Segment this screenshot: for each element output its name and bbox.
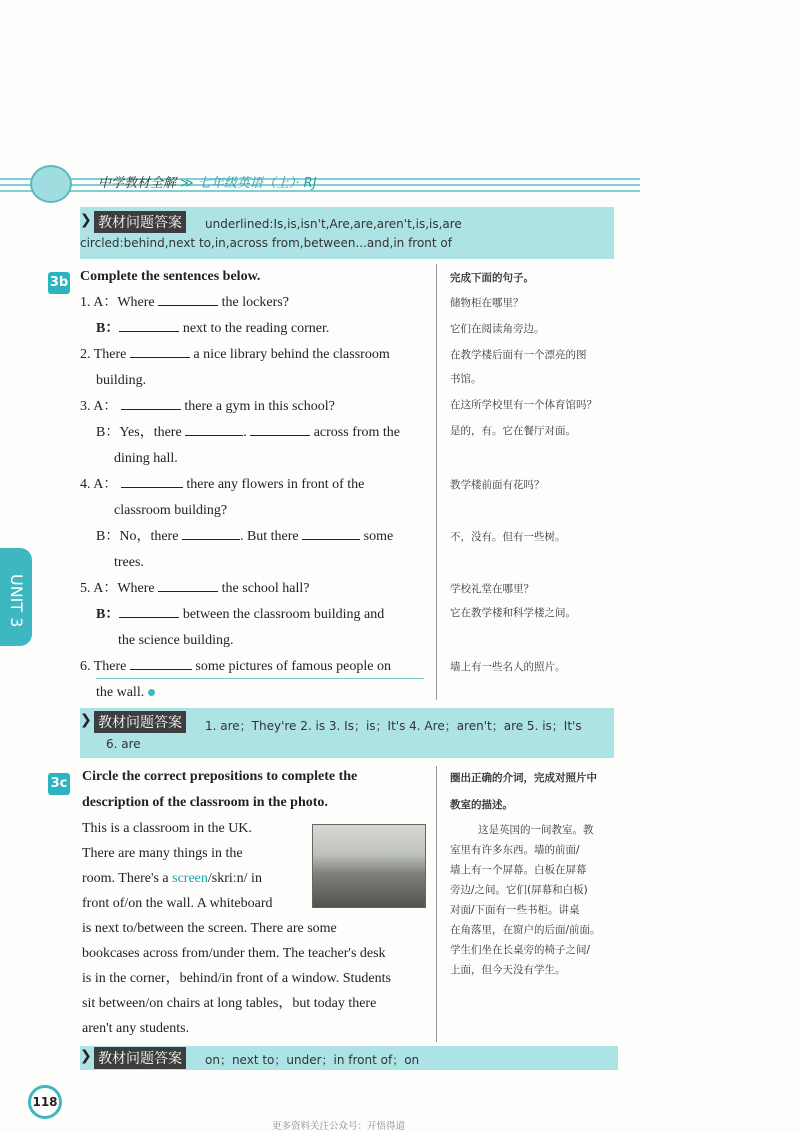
header-stripe <box>0 184 640 186</box>
column-divider <box>436 766 437 1042</box>
instruction: description of the classroom in the photo. <box>82 795 328 810</box>
sentence-line: 1. A：Where the lockers? <box>80 290 289 316</box>
translation-line: 墙上有一个屏幕。白板在屏幕 <box>450 864 587 876</box>
sentence-line: 6. There some pictures of famous people on <box>80 654 391 680</box>
translation-line: 墙上有一些名人的照片。 <box>450 661 566 673</box>
header-title <box>98 172 317 191</box>
sentence-line: B： next to the reading corner. <box>96 316 329 342</box>
translation-line: 学校礼堂在哪里？ <box>450 583 534 595</box>
answer-blank[interactable] <box>158 291 218 306</box>
page-number: 118 <box>28 1085 62 1119</box>
answer-blank[interactable] <box>121 473 183 488</box>
translation-line: 对面/下面有一些书柜。讲桌 <box>450 904 580 916</box>
answer-blank[interactable] <box>182 525 240 540</box>
column-divider <box>436 264 437 700</box>
passage-line: bookcases across from/under them. The teacher's desk <box>82 946 386 961</box>
header-band <box>0 174 640 194</box>
passage-line: front of/on the wall. A whiteboard <box>82 896 273 911</box>
translation-line: 在教学楼后面有一个漂亮的图 <box>450 349 587 361</box>
passage-line: sit between/on chairs at long tables，but today there <box>82 996 377 1011</box>
vocab-word: screen <box>172 871 208 886</box>
unit-label: UNIT 3 <box>7 574 26 628</box>
bullet-icon <box>148 689 155 696</box>
sentence-line: the wall. <box>96 680 155 706</box>
instruction-zh: 教室的描述。 <box>450 799 513 811</box>
answer-blank[interactable] <box>119 603 179 618</box>
translation-line: 在角落里，在窗户的后面/前面。 <box>450 924 601 936</box>
answer-blank[interactable] <box>130 655 192 670</box>
answer-label: 教材问题答案 <box>94 1047 186 1069</box>
translation-line: 室里有许多东西。墙的前面/ <box>450 844 580 856</box>
header-stripe <box>0 178 640 180</box>
answer-blank[interactable] <box>302 525 360 540</box>
sentence-line: the science building. <box>118 633 234 648</box>
answer-line: on；next to；under；in front of；on <box>205 1053 420 1067</box>
answer-label: 教材问题答案 <box>94 711 186 733</box>
sentence-line: dining hall. <box>114 451 178 466</box>
translation-line: 这是英国的一间教室。教 <box>478 824 594 836</box>
answer-blank[interactable] <box>119 317 179 332</box>
chevron-right-icon: ❯ <box>80 1048 92 1064</box>
translation-line: 上面，但今天没有学生。 <box>450 964 566 976</box>
answer-blank[interactable] <box>121 395 181 410</box>
translation-line: 是的，有。它在餐厅对面。 <box>450 425 576 437</box>
answer-line: underlined:Is,is,isn't,Are,are,aren't,is,is,are <box>205 217 462 231</box>
section-badge: 3c <box>48 773 70 795</box>
classroom-photo <box>312 824 426 908</box>
footer-note: 更多资料关注公众号：开悟得道 <box>272 1121 406 1132</box>
answer-blank[interactable] <box>158 577 218 592</box>
sentence-line: building. <box>96 373 147 388</box>
answer-blank[interactable] <box>185 421 243 436</box>
chevron-right-icon: ❯ <box>80 212 92 228</box>
instruction: Circle the correct prepositions to complete the <box>82 769 358 784</box>
chevron-right-icon: ❯ <box>80 712 92 728</box>
phonetic: /skriːn/ in <box>207 871 262 886</box>
book-subtitle: 七年级英语（上）· RJ <box>197 176 317 191</box>
sentence-line: B：No，there . But there some <box>96 524 393 550</box>
translation-line: 不，没有。但有一些树。 <box>450 531 566 543</box>
sentence-line: 2. There a nice library behind the classroom <box>80 342 390 368</box>
section-badge: 3b <box>48 272 70 294</box>
translation-line: 储物柜在哪里？ <box>450 297 524 309</box>
answer-blank[interactable] <box>130 343 190 358</box>
sentence-line: 3. A： there a gym in this school? <box>80 394 335 420</box>
translation-line: 它们在阅读角旁边。 <box>450 323 545 335</box>
passage-line: is next to/between the screen. There are some <box>82 921 337 936</box>
answer-line: 1. are；They're 2. is 3. Is；is；It's 4. Are；aren't；are 5. is；It's <box>205 719 582 733</box>
sentence-line: B： between the classroom building and <box>96 602 384 628</box>
book-logo-icon <box>30 165 72 203</box>
passage-line: room. There's a screen/skriːn/ in <box>82 871 262 886</box>
sentence-line: classroom building? <box>114 503 228 518</box>
sentence-line: trees. <box>114 555 144 570</box>
passage-line: aren't any students. <box>82 1021 190 1036</box>
header-separator: ≫ <box>180 176 194 191</box>
translation-line: 在这所学校里有一个体育馆吗？ <box>450 399 597 411</box>
passage-line: There are many things in the <box>82 846 243 861</box>
translation-line: 旁边/之间。它们(屏幕和白板) <box>450 884 588 896</box>
header-stripe <box>0 190 640 192</box>
passage-line: is in the corner，behind/in front of a window. Students <box>82 971 391 986</box>
translation-line: 学生们坐在长桌旁的椅子之间/ <box>450 944 591 956</box>
answer-blank[interactable] <box>250 421 310 436</box>
sentence-line: 5. A：Where the school hall? <box>80 576 310 602</box>
answer-line: 6. are <box>106 737 141 751</box>
sentence-line: B：Yes，there . across from the <box>96 420 400 446</box>
translation-line: 它在教学楼和科学楼之间。 <box>450 607 576 619</box>
book-title: 中学教材全解 <box>98 176 177 191</box>
translation-line: 书馆。 <box>450 373 482 385</box>
translation-line: 教学楼前面有花吗？ <box>450 479 545 491</box>
instruction: Complete the sentences below. <box>80 269 261 284</box>
passage-line: This is a classroom in the UK. <box>82 821 252 836</box>
instruction-zh: 完成下面的句子。 <box>450 272 534 284</box>
sentence-line: 4. A： there any flowers in front of the <box>80 472 364 498</box>
answer-label: 教材问题答案 <box>94 211 186 233</box>
answer-line: circled:behind,next to,in,across from,between...and,in front of <box>80 236 452 250</box>
instruction-zh: 圈出正确的介词，完成对照片中 <box>450 772 597 784</box>
divider <box>96 678 424 679</box>
